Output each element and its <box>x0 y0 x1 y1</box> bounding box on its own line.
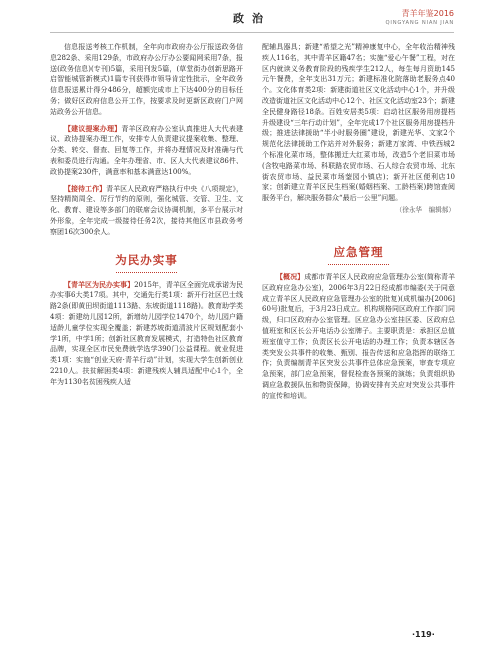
section-title-emergency: 应急管理 <box>262 244 455 260</box>
right-column <box>262 42 455 402</box>
paragraph-reception <box>50 184 243 238</box>
page-number: ·119· <box>412 630 435 639</box>
entry-body: 2015年，青羊区全面完成承诺为民办实事6大类17项。其中，交通先行类1项：新开行社区巴士线路2条(即黄田坝街道1113路、东坡街道1118路)。教育助学类4项：新建幼儿园12所，新增幼儿园学位1470个，幼儿园户籍适龄儿童学位实现全覆盖；新建苏坡街道清波片区规划配套小学1所，中学1所；创新社区教育发展模式，打造特色社区教育品牌，实现全区市民免费就学选学390门公益课程。就业促进类1项：实施“创业天府·青羊行动”计划，实现大学生创新创业2210人。扶贫解困类4项：新建残疾人辅具适配中心1个，全年为1130名贫困残疾人适 <box>50 280 243 386</box>
byline: （徐永华 编辑郝） <box>395 205 455 214</box>
paragraph-proposals <box>50 124 243 178</box>
paragraph-practical-matters <box>50 280 243 388</box>
entry-body: 青羊区政府办公室认真推进人大代表建议、政协提案办理工作，安排专人负责建议提案收集、整理、分类、转交、督查、回复等工作，并将办理情况及时准确与代表和委员进行沟通。全年办理省、市、区人大代表建议86件、政协提案230件，满意率和基本满意达100%。 <box>50 124 244 176</box>
entry-heading: 【接待工作】 <box>64 184 107 193</box>
page-header <box>50 8 454 33</box>
paragraph-emergency-overview <box>262 272 455 402</box>
paragraph-continued: 配辅具器具；新建“希望之光”精神康复中心，全年收治精神残疾人116名，其中青羊区籍47名；实施“爱心午餐”工程，对在区内就读义务教育阶段的残疾学生212人，每生每月资助145元午餐费，全年支出31万元；新建标准化院落助老服务点40个。文化体育类2项：新建街道社区文化活动中心1个，并升级改造街道社区文化活动中心12个、社区文化活动室23个；新建全民健身路径18条。百姓安居类5项：启动社区服务用房提档升级建设“三年行动计划”，全年完成17个社区服务用房提档升级；推进法律援助“半小时服务圈”建设，新建光华、文家2个规范化法律援助工作站并对外服务；新建万家湾、中铁西城2个标准化菜市场，整体搬迁大红菜市场，改造5个老旧菜市场(含牧电路菜市场、科联路农贸市场、石人综合农贸市场、北东街农贸市场、益民菜市场蓥园小镇店)；新开社区便利店10家；创新建立青羊区民生档案(婚姻档案、工龄档案)跨馆查阅服务平台，解决服务群众“最后一公里”问题。 <box>262 43 455 203</box>
left-column <box>50 42 243 388</box>
entry-heading: 【青羊区为民办实事】 <box>64 280 135 289</box>
entry-body: 青羊区人民政府严格执行中央《八项规定》，坚持精简周全、厉行节约的原则，强化城管、交管、卫生、文化、教育、建设等多部门的联席会议协调机制，多平台展示对外形象，全年完成一级接待任务2次，接待其他区市县政务考察团16次300余人。 <box>50 184 244 236</box>
entry-body: 成都市青羊区人民政府应急管理办公室(简称青羊区政府应急办公室)，2006年3月22日经成都市编委(关于同意成立青羊区人民政府应急管理办公室的批复)(成机编办[2006]60号)批复后，于3月23日成立。机构规格同区政府工作部门同级，归口区政府办公室管理。区应急办公室挂区委、区政府总值班室和区长公开电话办公室牌子。主要职责是：承担区总值班室值守工作；负责区长公开电话的办理工作；负责本辖区各类突发公共事件的收集、甄别、报告传送和应急指挥的联络工作；负责编制青羊区突发公共事件总体应急预案，审查专项应急预案，部门应急预案，督促检查各预案的演练；负责组织协调应急救援队伍和物资保障，协调安排有关应对突发公共事件的宣传和培训。 <box>262 272 455 400</box>
yearbook-title: 青羊年鉴2016 <box>401 9 454 18</box>
yearbook-pinyin: QINGYANG NIAN JIAN <box>385 20 454 26</box>
entry-heading: 【建议提案办理】 <box>64 124 122 133</box>
entry-heading: 【概况】 <box>276 272 305 281</box>
paragraph-info-report: 信息报送考核工作机制，全年向市政府办公厅报送政务信息282条、采用129条，市政府办公厅办公要闻网采用7条，报送(政务信息)(专刊)5篇，采用刊发5篇，(草堂街办创新思路开启智能城管新模式)1篇专刊获得市领导肯定性批示，全年政务信息报送累计得分486分，超额完成市上下达400分的目标任务；做好区政府信息公开工作，按要求及时更新区政府门户网站政务公开信息。 <box>50 43 243 116</box>
section-title-practical-matters: 为民办实事 <box>50 252 243 268</box>
running-title: 政治 <box>233 12 271 25</box>
